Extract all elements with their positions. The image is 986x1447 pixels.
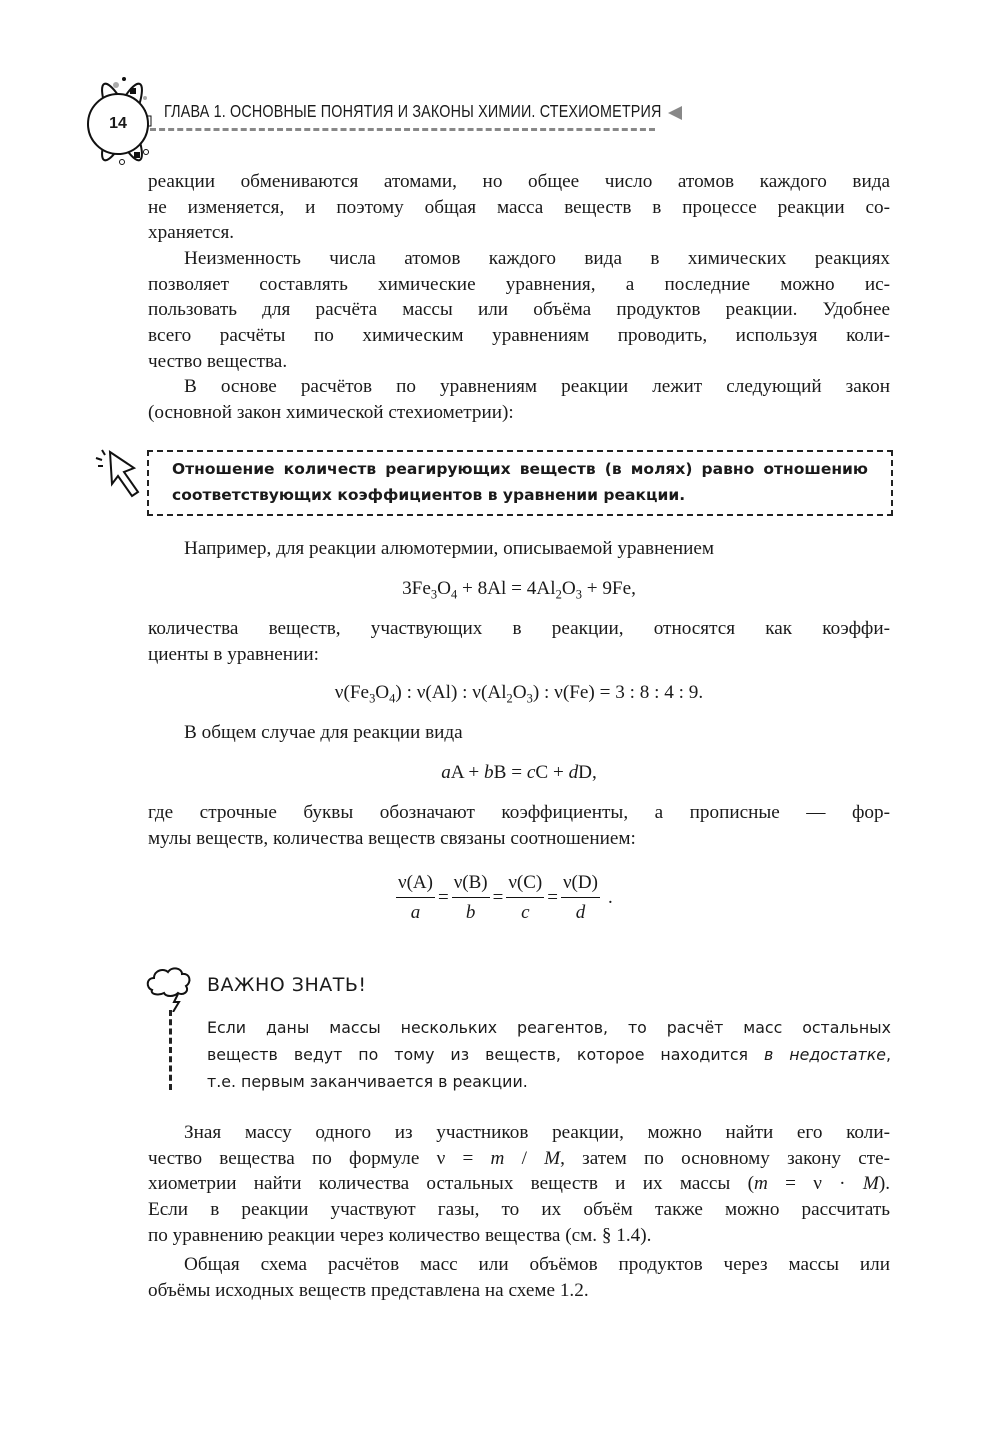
text-segment: + 8Al = 4Al <box>457 578 556 599</box>
text-line: (основной закон химической стехиометрии): <box>148 401 514 423</box>
equals-sign: = <box>547 887 558 908</box>
text-segment: ν(Fe <box>334 682 370 703</box>
dashed-divider <box>169 1010 172 1090</box>
equals-sign: = <box>437 887 449 908</box>
text-line: мулы веществ, количества веществ связаны соотношением: <box>148 827 636 849</box>
text-segment: D, <box>578 762 597 783</box>
stoichiometry-law <box>172 456 868 508</box>
subscript: 3 <box>369 691 376 706</box>
text-segment: d <box>568 762 579 783</box>
text-segment: C + <box>535 762 569 783</box>
text-line: Неизменность числа атомов каждого вида в химических реакциях <box>184 248 890 269</box>
header-divider <box>150 128 655 131</box>
text-segment: ). <box>878 1173 890 1195</box>
text-segment: ) : ν(Fe) = 3 : 8 : 4 : 9. <box>532 682 704 703</box>
text-segment: O <box>512 682 527 703</box>
text-line <box>207 1068 891 1095</box>
text-segment: , <box>885 1045 891 1064</box>
fraction-term <box>396 872 435 924</box>
ratio-formula <box>396 872 613 924</box>
subscript: 3 <box>575 587 582 602</box>
text-line <box>148 1120 890 1146</box>
text-segment: Если в реакции участвуют газы, то их объём также можно рассчитать <box>148 1199 890 1221</box>
text-segment: , затем по основному закону сте- <box>560 1147 891 1169</box>
denominator: a <box>410 902 421 923</box>
paragraph-1 <box>148 169 890 246</box>
subscript: 2 <box>506 691 513 706</box>
text-segment: в недостатке <box>764 1045 886 1064</box>
text-line <box>148 1171 890 1197</box>
text-segment: ) : ν(Al) : ν(Al <box>395 682 507 703</box>
brain-lightning-icon <box>144 966 200 1017</box>
text-segment: / <box>504 1147 545 1169</box>
text-line: Общая схема расчётов масс или объёмов продуктов через массы или <box>184 1254 890 1275</box>
equation-aluminothermy <box>148 576 890 602</box>
text-line: В основе расчётов по уравнениям реакции лежит следующий закон <box>184 376 890 397</box>
equals-sign: = <box>492 887 504 908</box>
important-text <box>207 1014 891 1095</box>
text-line: объёмы исходных веществ представлена на схеме 1.2. <box>148 1279 589 1301</box>
text-line: количества веществ, участвующих в реакции, относятся как коэффи- <box>148 618 890 639</box>
equation-general <box>148 760 890 786</box>
text-segment: Если даны массы нескольких реагентов, то расчёт масс остальных <box>207 1018 891 1037</box>
subscript: 2 <box>555 587 562 602</box>
text-line: чество вещества. <box>148 350 288 372</box>
text-segment: O <box>561 578 576 599</box>
text-segment: Зная массу одного из участников реакции, можно найти его коли- <box>184 1122 890 1143</box>
page-number: 14 <box>87 93 149 155</box>
paragraph-2 <box>148 246 890 375</box>
text-line: пользовать для расчёта массы или объёма продуктов реакции. Удобнее <box>148 299 890 321</box>
text-segment: + 9Fe, <box>581 578 636 599</box>
text-segment: A + <box>450 762 484 783</box>
chapter-title: ГЛАВА 1. ОСНОВНЫЕ ПОНЯТИЯ И ЗАКОНЫ ХИМИИ. СТЕХИОМЕТРИЯ <box>164 101 662 121</box>
denominator: c <box>521 902 530 923</box>
paragraph-3 <box>148 374 890 425</box>
paragraph-6 <box>148 720 890 746</box>
paragraph-8 <box>148 1120 890 1249</box>
text-line: не изменяется, и поэтому общая масса веществ в процессе реакции со- <box>148 196 890 218</box>
text-segment: по уравнению реакции через количество вещества (см. § 1.4). <box>148 1224 652 1246</box>
text-segment: B = <box>493 762 527 783</box>
triangle-left-icon <box>668 106 682 120</box>
denominator: b <box>465 902 476 923</box>
text-line <box>148 1197 890 1223</box>
paragraph-4 <box>148 536 890 562</box>
text-segment: чество вещества по формуле ν = <box>148 1147 491 1169</box>
text-segment: хиометрии найти количества остальных веществ и их массы ( <box>148 1173 754 1195</box>
numerator: ν(A) <box>396 872 435 898</box>
text-segment: b <box>484 762 494 783</box>
text-segment: = ν · <box>767 1173 863 1195</box>
important-title: ВАЖНО ЗНАТЬ! <box>207 974 367 996</box>
numerator: ν(D) <box>561 872 600 898</box>
text-line: всего расчёты по химическим уравнениям проводить, используя коли- <box>148 325 890 347</box>
fraction-term <box>506 872 544 924</box>
text-line: храняется. <box>148 222 235 244</box>
subscript: 3 <box>430 587 438 602</box>
text-line <box>207 1014 891 1041</box>
text-segment: O <box>437 578 451 599</box>
denominator: d <box>575 902 586 923</box>
text-line <box>148 1146 890 1172</box>
paragraph-5 <box>148 616 890 667</box>
text-segment: a <box>441 762 451 783</box>
paragraph-7 <box>148 800 890 851</box>
text-segment: веществ ведут по тому из веществ, которое находится <box>207 1045 764 1064</box>
numerator: ν(B) <box>452 872 490 898</box>
text-line: реакции обмениваются атомами, но общее число атомов каждого вида <box>148 171 890 192</box>
law-line: соответствующих коэффициентов в уравнении реакции. <box>172 486 686 504</box>
text-line: позволяет составлять химические уравнения, а последние можно ис- <box>148 273 890 295</box>
text-segment: M <box>544 1147 561 1169</box>
law-line: Отношение количеств реагирующих веществ (в молях) равно отношению <box>172 460 868 478</box>
subscript: 3 <box>526 691 533 706</box>
text-line: циенты в уравнении: <box>148 643 319 665</box>
text-segment: c <box>526 762 536 783</box>
fraction-term <box>561 872 600 924</box>
paragraph-9 <box>148 1252 890 1303</box>
text-segment: т.е. первым заканчивается в реакции. <box>207 1072 528 1091</box>
subscript: 4 <box>450 587 458 602</box>
fraction-term <box>452 872 490 924</box>
text-line: Например, для реакции алюмотермии, описываемой уравнением <box>184 538 715 559</box>
text-segment: M <box>862 1173 879 1195</box>
text-segment: 3Fe <box>402 578 431 599</box>
text-line <box>207 1041 891 1068</box>
equation-line <box>148 576 890 602</box>
text-segment: m <box>490 1147 505 1169</box>
numerator: ν(C) <box>506 872 544 898</box>
subscript: 4 <box>389 691 396 706</box>
text-line: В общем случае для реакции вида <box>184 722 463 743</box>
pointer-icon <box>92 448 144 503</box>
text-line: где строчные буквы обозначают коэффициенты, а прописные — фор- <box>148 802 890 823</box>
equation-line <box>148 760 890 786</box>
text-segment: m <box>753 1173 768 1195</box>
equation-line <box>148 680 890 706</box>
period: . <box>607 887 613 908</box>
text-segment: O <box>375 682 390 703</box>
equation-ratio <box>148 680 890 706</box>
text-line <box>148 1223 890 1249</box>
